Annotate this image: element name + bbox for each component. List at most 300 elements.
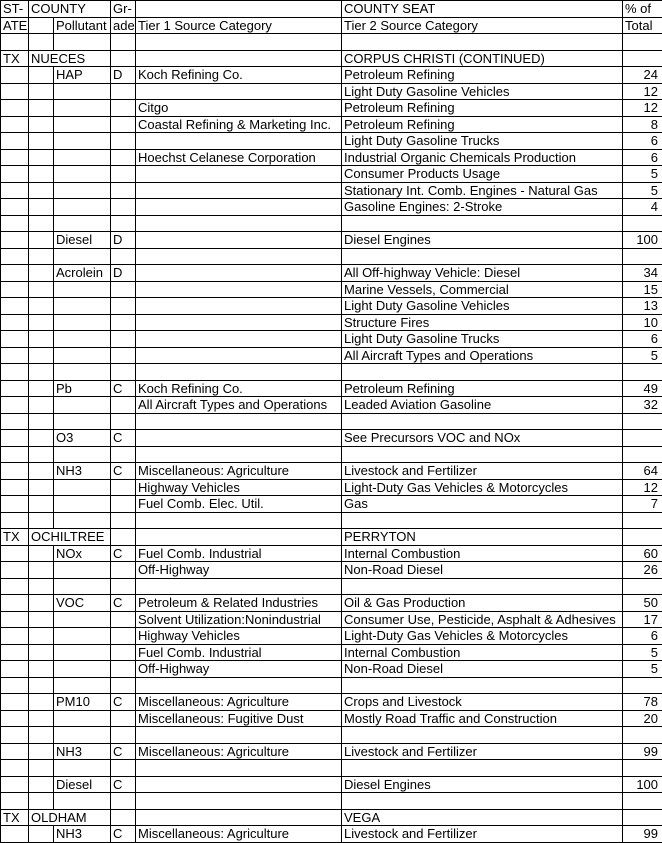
cell-grade (111, 331, 136, 348)
cell-state (1, 545, 29, 562)
cell-state (1, 463, 29, 480)
cell-county-sub (29, 496, 54, 513)
cell-pollutant (54, 512, 111, 529)
cell-pct: 5 (623, 347, 662, 364)
data-row (1, 314, 662, 331)
cell-state (1, 562, 29, 579)
cell-county-sub (29, 677, 54, 694)
cell-state (1, 727, 29, 744)
header-row-2 (1, 17, 662, 34)
cell-tier1 (136, 776, 342, 793)
cell-grade (111, 496, 136, 513)
cell-pollutant (54, 34, 111, 51)
cell-pct: 6 (623, 628, 662, 645)
cell-grade (111, 34, 136, 51)
cell-pct: 50 (623, 595, 662, 612)
cell-tier1: Hoechst Celanese Corporation (136, 149, 342, 166)
data-row (1, 199, 662, 216)
cell-state (1, 776, 29, 793)
cell-pollutant: NH3 (54, 463, 111, 480)
cell-pct (623, 430, 662, 447)
cell-pct: 4 (623, 199, 662, 216)
cell-pollutant: PM10 (54, 694, 111, 711)
cell-tier2: Non-Road Diesel (342, 661, 623, 678)
cell-pct: 5 (623, 661, 662, 678)
cell-tier1 (136, 215, 342, 232)
cell-tier2: See Precursors VOC and NOx (342, 430, 623, 447)
cell-county-sub (29, 331, 54, 348)
header-grade-line1: Gr- (111, 1, 136, 18)
cell-state (1, 331, 29, 348)
blank-row (1, 677, 662, 694)
cell-grade (111, 133, 136, 150)
cell-tier2 (342, 512, 623, 529)
cell-grade (111, 281, 136, 298)
county-row (1, 50, 662, 67)
cell-pollutant (54, 248, 111, 265)
cell-tier2: Petroleum Refining (342, 100, 623, 117)
cell-county-sub (29, 430, 54, 447)
cell-tier2 (342, 793, 623, 810)
cell-tier1 (136, 50, 342, 67)
cell-pct: 15 (623, 281, 662, 298)
cell-tier1 (136, 430, 342, 447)
cell-tier2: Non-Road Diesel (342, 562, 623, 579)
cell-tier2: Gas (342, 496, 623, 513)
cell-pct: 6 (623, 331, 662, 348)
cell-tier1: Highway Vehicles (136, 628, 342, 645)
cell-state (1, 760, 29, 777)
cell-tier2: All Off-highway Vehicle: Diesel (342, 265, 623, 282)
cell-state (1, 380, 29, 397)
cell-pct: 32 (623, 397, 662, 414)
cell-grade (111, 364, 136, 381)
cell-tier2: Livestock and Fertilizer (342, 826, 623, 843)
data-row (1, 826, 662, 843)
cell-state: TX (1, 809, 29, 826)
cell-grade (111, 116, 136, 133)
cell-tier1 (136, 199, 342, 216)
cell-county-sub (29, 182, 54, 199)
data-row (1, 116, 662, 133)
cell-state (1, 364, 29, 381)
cell-county-sub (29, 727, 54, 744)
cell-pollutant (54, 100, 111, 117)
header-grade-line2: ade (111, 17, 136, 34)
cell-tier2: Petroleum Refining (342, 116, 623, 133)
blank-row (1, 248, 662, 265)
cell-pollutant (54, 628, 111, 645)
cell-tier1 (136, 34, 342, 51)
cell-pct: 26 (623, 562, 662, 579)
cell-county-sub (29, 133, 54, 150)
cell-state (1, 479, 29, 496)
cell-state (1, 100, 29, 117)
cell-state (1, 694, 29, 711)
cell-county-sub (29, 628, 54, 645)
cell-pollutant: NH3 (54, 743, 111, 760)
cell-county: OLDHAM (29, 809, 111, 826)
cell-county-sub (29, 199, 54, 216)
cell-county-sub (29, 479, 54, 496)
cell-grade (111, 347, 136, 364)
cell-tier1 (136, 83, 342, 100)
cell-grade (111, 611, 136, 628)
cell-pct (623, 677, 662, 694)
cell-grade (111, 727, 136, 744)
cell-pct (623, 793, 662, 810)
cell-tier2: Petroleum Refining (342, 67, 623, 84)
cell-pct: 100 (623, 232, 662, 249)
cell-tier2: Industrial Organic Chemicals Production (342, 149, 623, 166)
data-row (1, 149, 662, 166)
cell-tier2: Marine Vessels, Commercial (342, 281, 623, 298)
cell-pct: 24 (623, 67, 662, 84)
data-row (1, 347, 662, 364)
cell-grade (111, 248, 136, 265)
cell-pct: 8 (623, 116, 662, 133)
cell-grade (111, 83, 136, 100)
header-county: COUNTY (29, 1, 111, 18)
cell-grade (111, 100, 136, 117)
cell-tier1 (136, 281, 342, 298)
data-row (1, 776, 662, 793)
cell-county-sub (29, 793, 54, 810)
cell-tier1 (136, 331, 342, 348)
cell-grade: D (111, 265, 136, 282)
cell-county-sub (29, 776, 54, 793)
cell-state (1, 298, 29, 315)
data-row (1, 298, 662, 315)
cell-pct: 5 (623, 166, 662, 183)
cell-state (1, 512, 29, 529)
header-state-line2: ATE (1, 17, 29, 34)
cell-tier2: Leaded Aviation Gasoline (342, 397, 623, 414)
cell-county-sub (29, 67, 54, 84)
county-row (1, 809, 662, 826)
data-row (1, 182, 662, 199)
data-row (1, 743, 662, 760)
cell-pollutant (54, 661, 111, 678)
cell-tier1: Miscellaneous: Agriculture (136, 694, 342, 711)
data-row (1, 694, 662, 711)
cell-county-sub (29, 463, 54, 480)
cell-state: TX (1, 529, 29, 546)
cell-state: TX (1, 50, 29, 67)
cell-grade (111, 446, 136, 463)
cell-grade (111, 50, 136, 67)
cell-pct: 7 (623, 496, 662, 513)
cell-tier2 (342, 578, 623, 595)
cell-tier2 (342, 760, 623, 777)
cell-tier2: Mostly Road Traffic and Construction (342, 710, 623, 727)
header-pct-line1: % of (623, 1, 662, 18)
cell-grade (111, 298, 136, 315)
cell-pollutant (54, 314, 111, 331)
cell-tier1: Petroleum & Related Industries (136, 595, 342, 612)
cell-pollutant (54, 611, 111, 628)
cell-grade (111, 562, 136, 579)
cell-county-sub (29, 265, 54, 282)
cell-county-sub (29, 281, 54, 298)
cell-state (1, 397, 29, 414)
cell-pollutant (54, 182, 111, 199)
cell-pollutant (54, 496, 111, 513)
cell-pollutant (54, 710, 111, 727)
cell-tier1 (136, 314, 342, 331)
cell-tier1 (136, 182, 342, 199)
cell-pollutant: Acrolein (54, 265, 111, 282)
cell-tier2 (342, 215, 623, 232)
cell-state (1, 413, 29, 430)
cell-grade (111, 479, 136, 496)
cell-grade: D (111, 232, 136, 249)
cell-tier1: Miscellaneous: Agriculture (136, 826, 342, 843)
cell-state (1, 281, 29, 298)
data-row (1, 281, 662, 298)
cell-state (1, 578, 29, 595)
blank-row (1, 215, 662, 232)
cell-pollutant (54, 347, 111, 364)
cell-tier1: Fuel Comb. Elec. Util. (136, 496, 342, 513)
cell-state (1, 347, 29, 364)
cell-tier2: Stationary Int. Comb. Engines - Natural Gas (342, 182, 623, 199)
cell-grade (111, 578, 136, 595)
cell-state (1, 116, 29, 133)
cell-county-sub (29, 232, 54, 249)
cell-grade (111, 215, 136, 232)
cell-pct: 10 (623, 314, 662, 331)
cell-pct: 64 (623, 463, 662, 480)
cell-pct (623, 248, 662, 265)
cell-county-sub (29, 512, 54, 529)
cell-pct (623, 512, 662, 529)
cell-grade (111, 413, 136, 430)
cell-tier2: Light-Duty Gas Vehicles & Motorcycles (342, 479, 623, 496)
blank-row (1, 760, 662, 777)
cell-county-sub (29, 578, 54, 595)
data-row (1, 545, 662, 562)
cell-county-sub (29, 446, 54, 463)
cell-tier1: Miscellaneous: Fugitive Dust (136, 710, 342, 727)
cell-pct: 6 (623, 149, 662, 166)
cell-state (1, 430, 29, 447)
cell-state (1, 611, 29, 628)
cell-tier2: Internal Combustion (342, 545, 623, 562)
data-row (1, 83, 662, 100)
cell-grade (111, 677, 136, 694)
cell-county-sub (29, 83, 54, 100)
cell-tier2: Consumer Products Usage (342, 166, 623, 183)
cell-tier1 (136, 166, 342, 183)
cell-pollutant (54, 215, 111, 232)
data-row (1, 380, 662, 397)
cell-tier1 (136, 727, 342, 744)
table-body (1, 34, 662, 843)
cell-tier1: Fuel Comb. Industrial (136, 644, 342, 661)
cell-pollutant (54, 677, 111, 694)
cell-pollutant (54, 133, 111, 150)
cell-county-sub (29, 215, 54, 232)
cell-state (1, 83, 29, 100)
cell-pct: 12 (623, 83, 662, 100)
cell-county-sub (29, 661, 54, 678)
cell-county-sub (29, 595, 54, 612)
cell-county-sub (29, 347, 54, 364)
cell-grade: C (111, 430, 136, 447)
blank-row (1, 34, 662, 51)
cell-grade (111, 149, 136, 166)
cell-pollutant: HAP (54, 67, 111, 84)
cell-pct: 17 (623, 611, 662, 628)
cell-pollutant (54, 479, 111, 496)
cell-tier1: Koch Refining Co. (136, 67, 342, 84)
cell-pollutant (54, 298, 111, 315)
cell-state (1, 595, 29, 612)
cell-tier1: Coastal Refining & Marketing Inc. (136, 116, 342, 133)
cell-grade (111, 512, 136, 529)
blank-row (1, 446, 662, 463)
cell-state (1, 199, 29, 216)
cell-tier2: Oil & Gas Production (342, 595, 623, 612)
cell-pollutant: NOx (54, 545, 111, 562)
cell-grade (111, 661, 136, 678)
data-row (1, 644, 662, 661)
cell-pct (623, 578, 662, 595)
cell-tier2: Light Duty Gasoline Trucks (342, 133, 623, 150)
cell-grade (111, 182, 136, 199)
data-row (1, 479, 662, 496)
cell-pct: 60 (623, 545, 662, 562)
cell-county-seat: VEGA (342, 809, 623, 826)
cell-tier2: Light Duty Gasoline Trucks (342, 331, 623, 348)
cell-tier1 (136, 413, 342, 430)
cell-pct (623, 34, 662, 51)
cell-state (1, 793, 29, 810)
blank-row (1, 793, 662, 810)
cell-county-sub (29, 248, 54, 265)
cell-pollutant (54, 83, 111, 100)
cell-pct: 49 (623, 380, 662, 397)
header-tier1-blank (136, 1, 342, 18)
cell-tier2 (342, 34, 623, 51)
data-row (1, 562, 662, 579)
cell-state (1, 826, 29, 843)
cell-tier2 (342, 248, 623, 265)
cell-grade (111, 760, 136, 777)
cell-pollutant (54, 644, 111, 661)
cell-pollutant (54, 364, 111, 381)
cell-grade (111, 397, 136, 414)
cell-county-sub (29, 611, 54, 628)
cell-tier2: Livestock and Fertilizer (342, 463, 623, 480)
cell-pct: 6 (623, 133, 662, 150)
cell-state (1, 34, 29, 51)
cell-pct: 100 (623, 776, 662, 793)
cell-pct (623, 727, 662, 744)
header-tier2: Tier 2 Source Category (342, 17, 623, 34)
cell-pct (623, 215, 662, 232)
cell-grade: C (111, 776, 136, 793)
cell-county-sub (29, 545, 54, 562)
data-row (1, 100, 662, 117)
cell-county-sub (29, 166, 54, 183)
cell-grade: C (111, 743, 136, 760)
cell-tier2: Gasoline Engines: 2-Stroke (342, 199, 623, 216)
cell-county-sub (29, 364, 54, 381)
cell-pct (623, 760, 662, 777)
cell-pollutant (54, 116, 111, 133)
blank-row (1, 727, 662, 744)
cell-grade (111, 809, 136, 826)
cell-state (1, 182, 29, 199)
cell-tier2: Crops and Livestock (342, 694, 623, 711)
cell-grade: C (111, 694, 136, 711)
cell-tier2 (342, 727, 623, 744)
cell-grade: C (111, 826, 136, 843)
cell-grade: C (111, 595, 136, 612)
blank-row (1, 364, 662, 381)
cell-state (1, 677, 29, 694)
data-row (1, 166, 662, 183)
cell-tier2: Livestock and Fertilizer (342, 743, 623, 760)
cell-pollutant (54, 397, 111, 414)
cell-pollutant (54, 166, 111, 183)
cell-grade (111, 529, 136, 546)
cell-tier1: Koch Refining Co. (136, 380, 342, 397)
data-row (1, 611, 662, 628)
cell-county-sub (29, 314, 54, 331)
cell-grade (111, 628, 136, 645)
cell-grade: C (111, 463, 136, 480)
cell-grade: C (111, 545, 136, 562)
cell-county-sub (29, 760, 54, 777)
data-row (1, 265, 662, 282)
cell-pollutant (54, 149, 111, 166)
cell-state (1, 710, 29, 727)
cell-tier2: Structure Fires (342, 314, 623, 331)
cell-tier1: Solvent Utilization:Nonindustrial (136, 611, 342, 628)
table-header (1, 1, 662, 34)
cell-pollutant (54, 727, 111, 744)
cell-state (1, 743, 29, 760)
blank-row (1, 413, 662, 430)
cell-tier1 (136, 512, 342, 529)
cell-county-sub (29, 826, 54, 843)
cell-pollutant (54, 446, 111, 463)
cell-tier1 (136, 529, 342, 546)
cell-county-sub (29, 413, 54, 430)
cell-county-sub (29, 100, 54, 117)
cell-tier1 (136, 265, 342, 282)
data-row (1, 661, 662, 678)
cell-county-seat: PERRYTON (342, 529, 623, 546)
cell-state (1, 446, 29, 463)
cell-state (1, 149, 29, 166)
cell-pollutant: Diesel (54, 232, 111, 249)
cell-state (1, 133, 29, 150)
cell-pollutant (54, 578, 111, 595)
header-county-seat: COUNTY SEAT (342, 1, 623, 18)
cell-tier1: All Aircraft Types and Operations (136, 397, 342, 414)
cell-grade (111, 644, 136, 661)
cell-tier1 (136, 809, 342, 826)
cell-pollutant: O3 (54, 430, 111, 447)
cell-tier2: Petroleum Refining (342, 380, 623, 397)
cell-county-sub (29, 710, 54, 727)
cell-pollutant (54, 281, 111, 298)
header-county-sub-blank (29, 17, 54, 34)
